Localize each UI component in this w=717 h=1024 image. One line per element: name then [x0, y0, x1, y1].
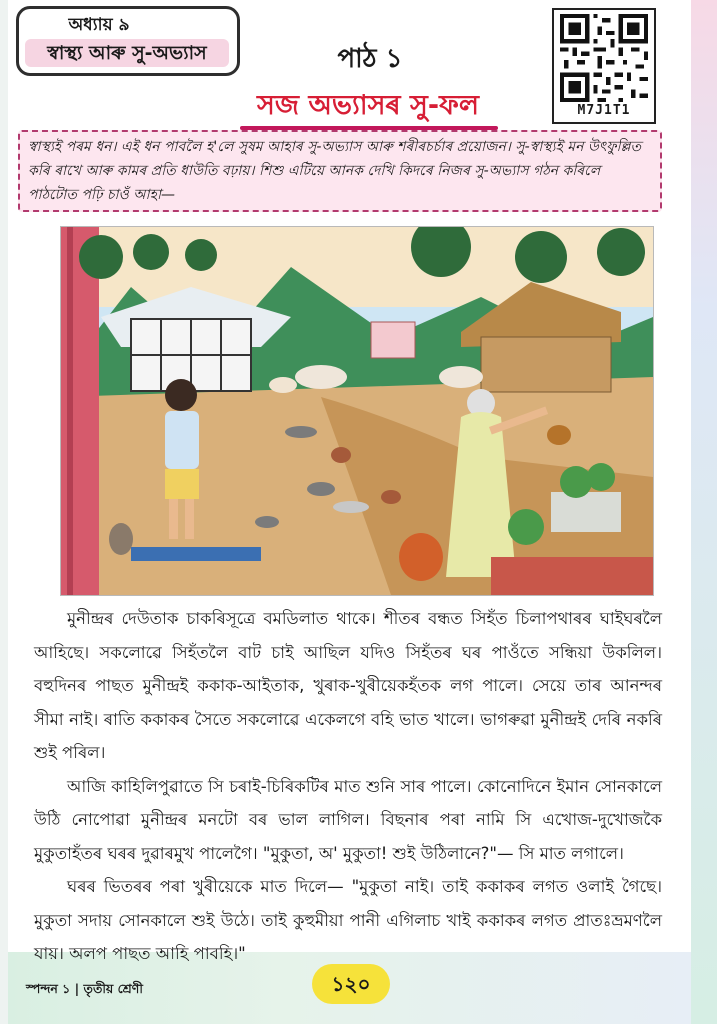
- story-text: [34, 602, 662, 962]
- chapter-title: স্বাস্থ্য আৰু সু-অভ্যাস: [25, 39, 229, 67]
- qr-code-icon: [560, 14, 648, 102]
- chapter-label: অধ্যায় ৯: [68, 15, 130, 35]
- chapter-box: [16, 6, 240, 76]
- qr-code-box[interactable]: [552, 8, 656, 124]
- qr-code-label: M7J1T1: [577, 103, 631, 118]
- village-scene-illustration: [60, 226, 654, 596]
- page-edge-band: [691, 0, 717, 1024]
- lesson-title: সজ অভ্যাসৰ সু-ফল: [257, 90, 479, 121]
- lesson-number: পাঠ ১: [337, 44, 403, 74]
- intro-text: স্বাস্থ্যই পৰম ধন। এই ধন পাবলৈ হ'লে সুষম আহাৰ সু-অভ্যাস আৰু শৰীৰচৰ্চাৰ প্ৰয়োজন। সু-স্বাস্থ্যই মন উৎফুল্লিত কৰি ৰাখে আৰু কামৰ প্ৰতি ধাউতি বঢ়ায়। শিশু এটিয়ে আনক দেখি কিদৰে নিজৰ সু-অভ্যাস গঠন কৰিলে পাঠটোত পঢ়ি চাওঁ আহা—: [18, 130, 662, 212]
- story-paragraph: আজি কাহিলিপুৱাতে সি চৰাই-চিৰিকটিৰ মাত শুনি সাৰ পালে। কোনোদিনে ইমান সোনকালে উঠি নোপোৱা মুনীন্দ্ৰৰ মনটো বৰ ভাল লাগিল। বিছনাৰ পৰা নামি সি এখোজ-দুখোজকৈ মুকুতাহঁতৰ ঘৰৰ দুৱাৰমুখ পালেগৈ। "মুকুতা, অ' মুকুতা! শুই উঠিলানে?"— সি মাত লগালে।: [34, 776, 662, 863]
- page-number: ১২০: [312, 964, 390, 1004]
- book-info: স্পন্দন ১ | তৃতীয় শ্ৰেণী: [26, 981, 143, 996]
- story-paragraph: মুনীন্দ্ৰৰ দেউতাক চাকৰিসূত্ৰে বমডিলাত থাকে। শীতৰ বন্ধত সিহঁত চিলাপথাৰৰ ঘাইঘৰলৈ আহিছে। সকলোৱে সিহঁতলৈ বাট চাই আছিল যদিও সিহঁতৰ ঘৰ পাওঁতে সন্ধিয়া উকলিল। বহুদিনৰ পাছত মুনীন্দ্ৰই ককাক-আইতাক, খুৰাক-খুৰীয়েকহঁতক লগ পালে। সেয়ে তাৰ আনন্দৰ সীমা নাই। ৰাতি ককাকৰ সৈতে সকলোৱে একেলগে বহি ভাত খালে। ভাগৰুৱা মুনীন্দ্ৰই দেৰি নকৰি শুই পৰিল।: [34, 609, 662, 762]
- story-paragraph: ঘৰৰ ভিতৰৰ পৰা খুৰীয়েকে মাত দিলে— "মুকুতা নাই। তাই ককাকৰ লগত ওলাই গৈছে। মুকুতা সদায় সোনকালে শুই উঠে। তাই কুহুমীয়া পানী এগিলাচ খাই ককাকৰ লগত প্ৰাতঃভ্ৰমণলৈ যায়। অলপ পাছত আহি পাবহি।": [34, 877, 662, 963]
